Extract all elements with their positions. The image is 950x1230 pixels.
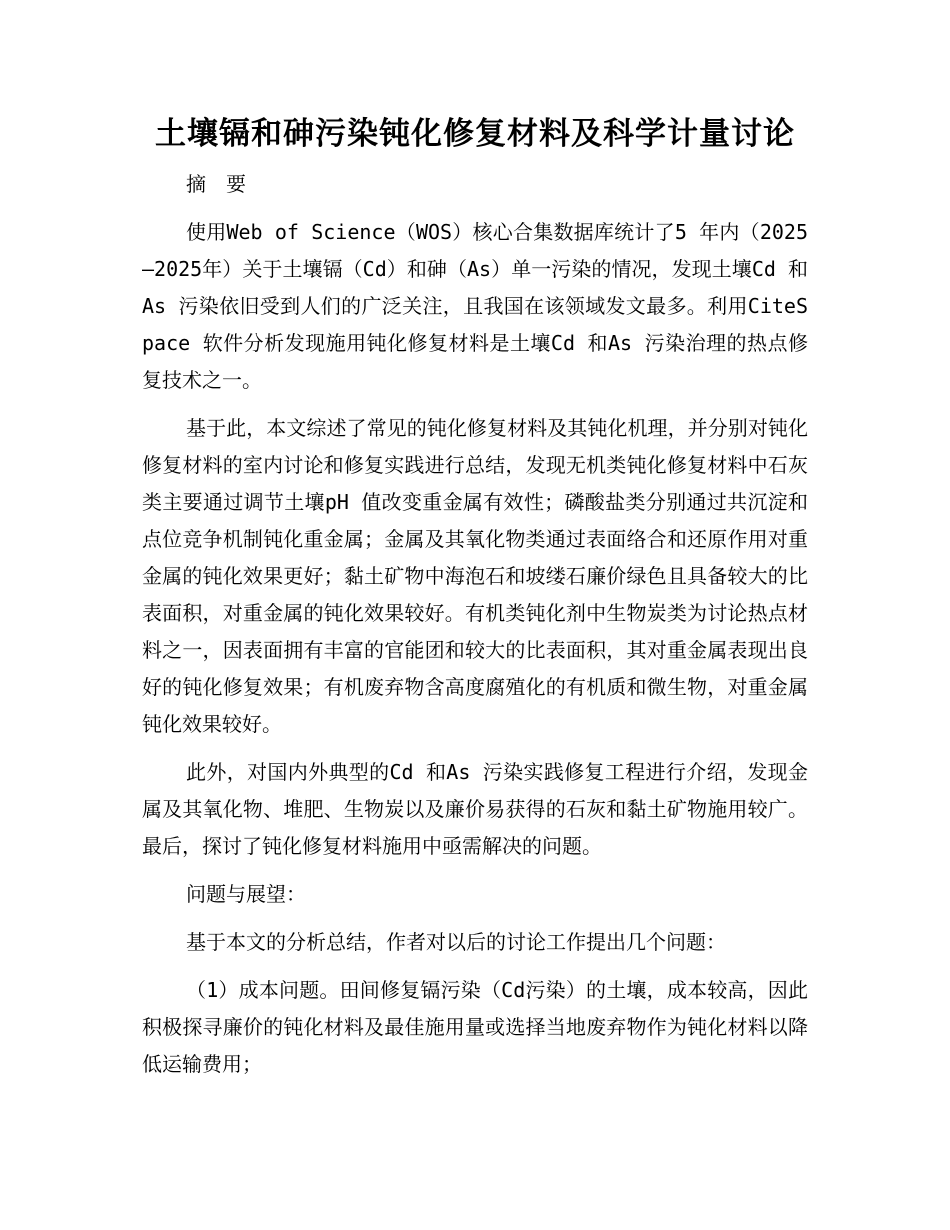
abstract-label: 摘 要 [186, 172, 251, 196]
abstract-paragraph-1: 使用Web of Science（WOS）核心合集数据库统计了5 年内（2025—2025年）关于土壤镉（Cd）和砷（As）单一污染的情况，发现土壤Cd 和As 污染依旧受到人们的广泛关注，且我国在该领域发文最多。利用CiteSpace 软件分析发现施用钝化修复材料是土壤Cd 和As 污染治理的热点修复技术之一。 [142, 220, 808, 392]
spacer [142, 743, 808, 754]
spacer [142, 961, 808, 972]
outlook-item-1: （1）成本问题。田间修复镉污染（Cd污染）的土壤，成本较高，因此积极探寻廉价的钝化材料及最佳施用量或选择当地废弃物作为钝化材料以降低运输费用； [142, 978, 808, 1076]
document-body [142, 166, 808, 1083]
spacer [142, 913, 808, 924]
spacer [142, 203, 808, 214]
spacer [142, 399, 808, 410]
spacer [142, 865, 808, 876]
abstract-paragraph-2: 基于此，本文综述了常见的钝化修复材料及其钝化机理，并分别对钝化修复材料的室内讨论和修复实践进行总结，发现无机类钝化修复材料中石灰类主要通过调节土壤pH 值改变重金属有效性；磷酸盐类分别通过共沉淀和点位竞争机制钝化重金属；金属及其氧化物类通过表面络合和还原作用对重金属的钝化效果更好；黏土矿物中海泡石和坡缕石廉价绿色且具备较大的比表面积，对重金属的钝化效果较好。有机类钝化剂中生物炭类为讨论热点材料之一，因表面拥有丰富的官能团和较大的比表面积，其对重金属表现出良好的钝化修复效果；有机废弃物含高度腐殖化的有机质和微生物，对重金属钝化效果较好。 [142, 416, 808, 736]
section-heading-outlook: 问题与展望： [186, 882, 306, 906]
document-title: 土壤镉和砷污染钝化修复材料及科学计量讨论 [155, 116, 795, 152]
abstract-paragraph-3: 此外，对国内外典型的Cd 和As 污染实践修复工程进行介绍，发现金属及其氧化物、堆肥、生物炭以及廉价易获得的石灰和黏土矿物施用较广。最后，探讨了钝化修复材料施用中亟需解决的问题。 [142, 760, 808, 858]
outlook-intro-paragraph: 基于本文的分析总结，作者对以后的讨论工作提出几个问题： [186, 930, 726, 954]
